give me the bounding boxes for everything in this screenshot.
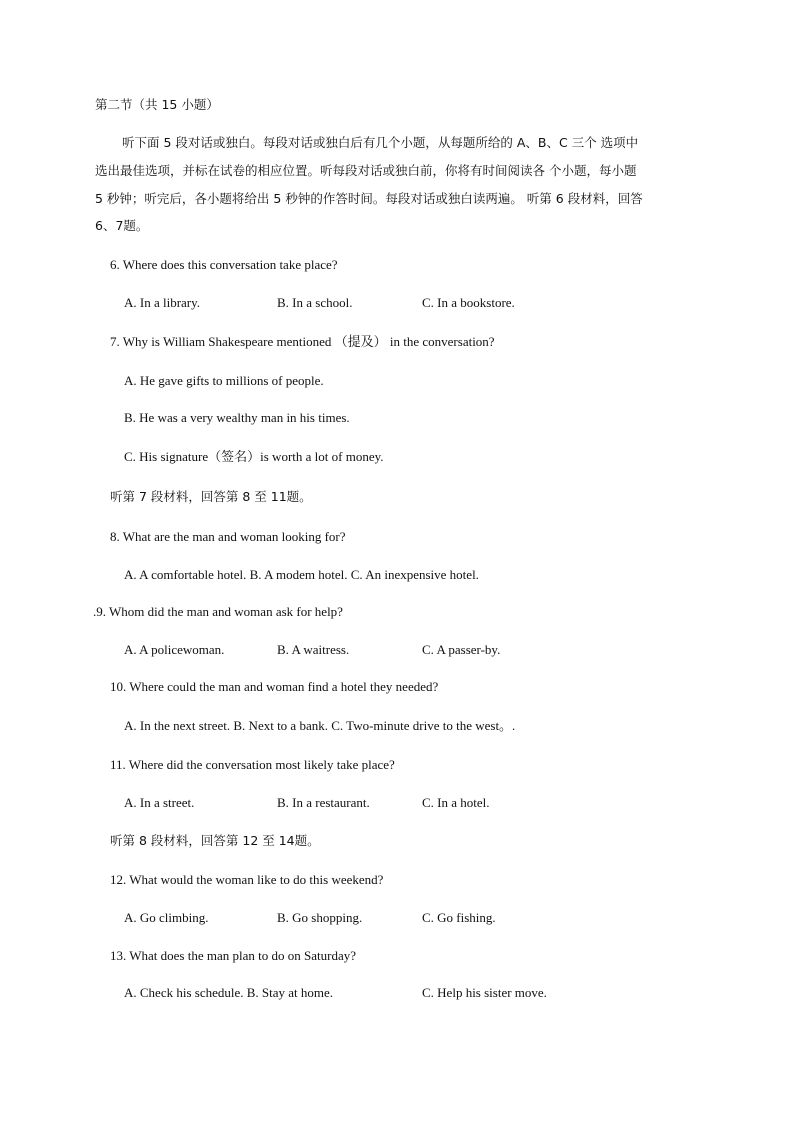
question-8: 8. What are the man and woman looking for? [110,529,346,544]
instruction-line-1: 听下面 5 段对话或独白。每段对话或独白后有几个小题，从每题所给的 A、B、C 三个 选项中 [122,135,639,150]
q7-option-a: A. He gave gifts to millions of people. [124,373,324,388]
question-13: 13. What does the man plan to do on Saturday? [110,948,356,963]
section-title: 第二节（共 15 小题） [95,97,219,112]
q13-option-c: C. Help his sister move. [422,985,547,1000]
section-8-heading: 听第 8 段材料，回答第 12 至 14题。 [110,833,320,848]
section-7-heading: 听第 7 段材料，回答第 8 至 11题。 [110,489,312,504]
q12-option-c: C. Go fishing. [422,910,496,925]
question-6: 6. Where does this conversation take place? [110,257,338,272]
question-9: .9. Whom did the man and woman ask for help? [93,604,343,619]
q9-option-c: C. A passer-by. [422,642,501,657]
question-12: 12. What would the woman like to do this weekend? [110,872,384,887]
q11-option-b: B. In a restaurant. [277,795,370,810]
q6-option-c: C. In a bookstore. [422,295,515,310]
instruction-line-4: 6、7题。 [95,218,149,233]
q12-option-a: A. Go climbing. [124,910,209,925]
q6-option-b: B. In a school. [277,295,353,310]
q11-option-c: C. In a hotel. [422,795,490,810]
instruction-line-2: 选出最佳选项，并标在试卷的相应位置。听每段对话或独白前，你将有时间阅读各 个小题，每小题 [95,163,637,178]
q8-options: A. A comfortable hotel. B. A modem hotel. C. An inexpensive hotel. [124,567,479,582]
question-11: 11. Where did the conversation most likely take place? [110,757,395,772]
q9-option-b: B. A waitress. [277,642,350,657]
q7-option-b: B. He was a very wealthy man in his times. [124,410,350,425]
q12-option-b: B. Go shopping. [277,910,363,925]
q6-option-a: A. In a library. [124,295,201,310]
q11-option-a: A. In a street. [124,795,195,810]
q10-options: A. In the next street. B. Next to a bank. C. Two-minute drive to the west。. [124,718,516,733]
question-7: 7. Why is William Shakespeare mentioned （提及） in the conversation? [110,334,495,349]
instruction-line-3: 5 秒钟；听完后，各小题将给出 5 秒钟的作答时间。每段对话或独白读两遍。 听第 6 段材料，回答 [95,191,643,206]
q7-option-c: C. His signature（签名）is worth a lot of money. [124,449,384,464]
q9-option-a: A. A policewoman. [124,642,225,657]
q13-option-ab: A. Check his schedule. B. Stay at home. [124,985,334,1000]
question-10: 10. Where could the man and woman find a hotel they needed? [110,679,439,694]
